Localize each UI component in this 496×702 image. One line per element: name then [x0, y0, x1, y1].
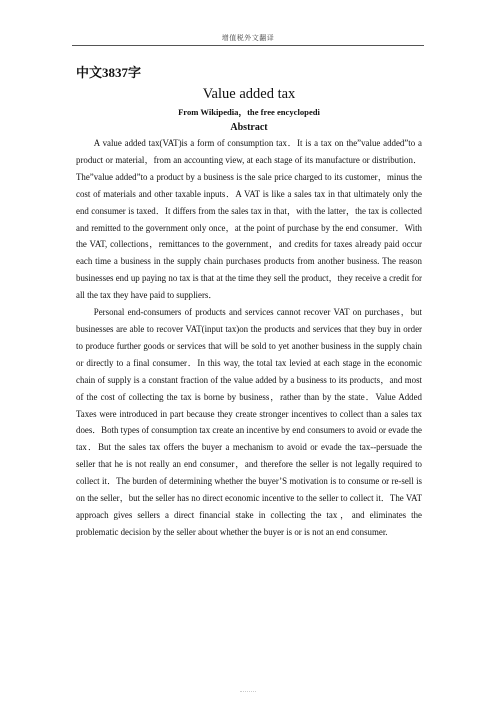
page-header [0, 0, 496, 48]
paragraph-1: A value added tax(VAT)is a form of consumption tax．It is a tax on the”value added”to a product or material，from an accounting view, at each stage of its manufacture or distribution．The”value added”to a product by a business is the sale price charged to its customer，minus the cost of materials and other taxable inputs．A VAT is like a sales tax in that ultimately only the end consumer is taxed．It differs from the sales tax in that，with the latter，the tax is collected and remitted to the government only once，at the point of purchase by the end consumer．With the VAT, collections，remittances to the government，and credits for taxes already paid occur each time a business in the supply chain purchases products from another business. The reason businesses end up paying no tax is that at the time they sell the product，they receive a credit for all the tax they have paid to suppliers． [76, 138, 422, 301]
abstract-heading: Abstract [230, 122, 268, 133]
document-body [76, 64, 422, 541]
document-source: From Wikipedia，the free encyclopedi [178, 107, 320, 117]
header-divider [72, 45, 424, 46]
paragraph-2: Personal end-consumers of products and services cannot recover VAT on purchases，but businesses are able to recover VAT(input tax)on the products and services that they buy in order to produce further goods or services that will be sold to yet another business in the supply chain or directly to a final consumer．In this way, the total tax levied at each stage in the economic chain of supply is a constant fraction of the value added by a business to its products，and most of the cost of collecting the tax is borne by business，rather than by the state．Value Added Taxes were introduced in part because they create stronger incentives to collect than a sales tax does．Both types of consumption tax create an incentive by end consumers to avoid or evade the tax．But the sales tax offers the buyer a mechanism to avoid or evade the tax--persuade the seller that he is not really an end consumer，and therefore the seller is not legally required to collect it．The burden of determining whether the buyer’S motivation is to consume or re-sell is on the seller，but the seller has no direct economic incentive to the seller to collect it．The VAT approach gives sellers a direct financial stake in collecting the tax，and eliminates the problematic decision by the seller about whether the buyer is or is not an end consumer. [76, 307, 422, 537]
footer-mark [240, 691, 256, 692]
header-title: 增值税外文翻译 [221, 34, 275, 42]
document-title: Value added tax [202, 86, 296, 102]
word-count-label: 中文3837字 [76, 65, 142, 80]
